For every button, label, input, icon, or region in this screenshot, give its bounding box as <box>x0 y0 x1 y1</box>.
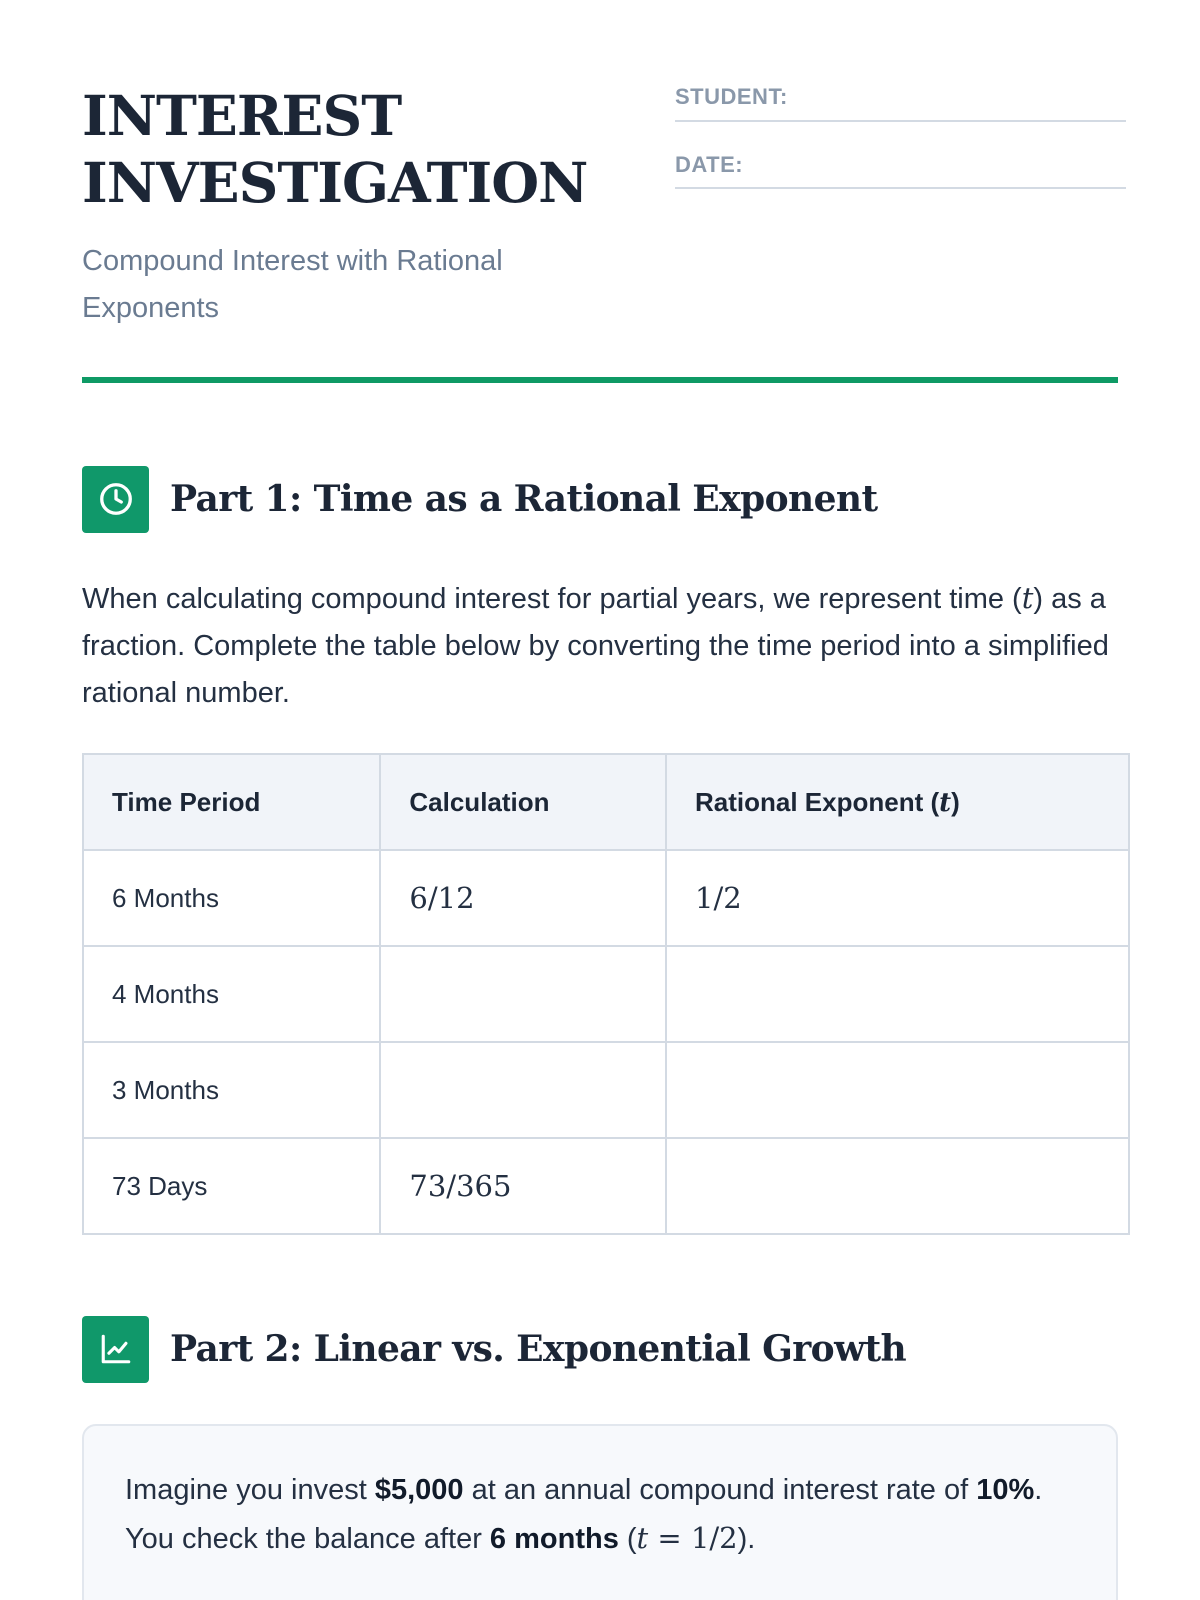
table-row <box>83 946 1129 1042</box>
page-title <box>82 82 588 216</box>
student-field[interactable] <box>675 80 1126 122</box>
time-period-cell: 6 Months <box>83 850 380 946</box>
header3-text: Rational Exponent ( <box>695 786 940 817</box>
part-2-section <box>82 1315 1118 1600</box>
time-period: 6 months <box>489 1523 619 1555</box>
intro-text-b: ) as a fraction. Complete the table below by converting the time period into a simplified rational number. <box>82 583 1109 709</box>
col-header-time-period: Time Period <box>83 754 380 850</box>
scenario-card <box>82 1424 1118 1600</box>
exponent-cell[interactable] <box>666 946 1129 1042</box>
scenario-text-d: ( <box>618 1523 637 1555</box>
exponent-cell[interactable] <box>666 1138 1129 1234</box>
header3-variable: t <box>939 787 952 818</box>
time-period-cell: 4 Months <box>83 946 380 1042</box>
date-field[interactable] <box>675 122 1126 189</box>
table-header-row <box>83 754 1129 850</box>
calculation-cell[interactable] <box>380 1042 666 1138</box>
line-chart-icon <box>82 1316 149 1383</box>
scenario-text-e: ). <box>737 1523 756 1555</box>
student-info <box>675 80 1126 189</box>
scenario-text-c: . You check the balance after <box>125 1474 1043 1555</box>
part-1-section <box>82 465 1118 1203</box>
clock-icon <box>82 466 149 533</box>
exponent-cell: 1/2 <box>666 850 1129 946</box>
part-2-heading <box>82 1315 1118 1383</box>
intro-text-a: When calculating compound interest for partial years, we represent time ( <box>82 583 1022 615</box>
part-2-title: Part 2: Linear vs. Exponential Growth <box>170 1328 907 1370</box>
table-row <box>83 1138 1129 1234</box>
scenario-text-b: at an annual compound interest rate of <box>463 1474 977 1506</box>
worksheet-header <box>82 0 1118 383</box>
table-row <box>83 1042 1129 1138</box>
col-header-rational-exponent <box>666 754 1129 850</box>
page-subtitle: Compound Interest with Rational Exponents <box>82 245 503 324</box>
title-line-2: INVESTIGATION <box>82 150 588 215</box>
scenario-text-a: Imagine you invest <box>125 1474 375 1506</box>
col-header-calculation: Calculation <box>380 754 666 850</box>
calculation-cell: 73/365 <box>380 1138 666 1234</box>
calculation-cell[interactable] <box>380 946 666 1042</box>
interest-rate: 10% <box>976 1474 1035 1506</box>
intro-variable: t <box>1021 581 1034 615</box>
time-conversion-table <box>82 753 1130 1235</box>
part-1-title: Part 1: Time as a Rational Exponent <box>170 478 878 520</box>
table-row <box>83 850 1129 946</box>
header3-close: ) <box>951 786 960 817</box>
header-divider <box>82 377 1118 383</box>
title-line-1: INTEREST <box>82 83 402 148</box>
calculation-cell: 6/12 <box>380 850 666 946</box>
time-period-cell: 73 Days <box>83 1138 380 1234</box>
part-1-heading <box>82 465 1118 533</box>
investment-amount: $5,000 <box>374 1474 464 1506</box>
time-period-cell: 3 Months <box>83 1042 380 1138</box>
date-label: DATE: <box>675 152 744 177</box>
title-block <box>82 82 588 332</box>
exponent-cell[interactable] <box>666 1042 1129 1138</box>
student-label: STUDENT: <box>675 84 788 109</box>
expression-variable: t <box>636 1521 649 1555</box>
expression-value: = 1/2 <box>648 1521 738 1555</box>
part-1-instructions <box>82 575 1118 717</box>
